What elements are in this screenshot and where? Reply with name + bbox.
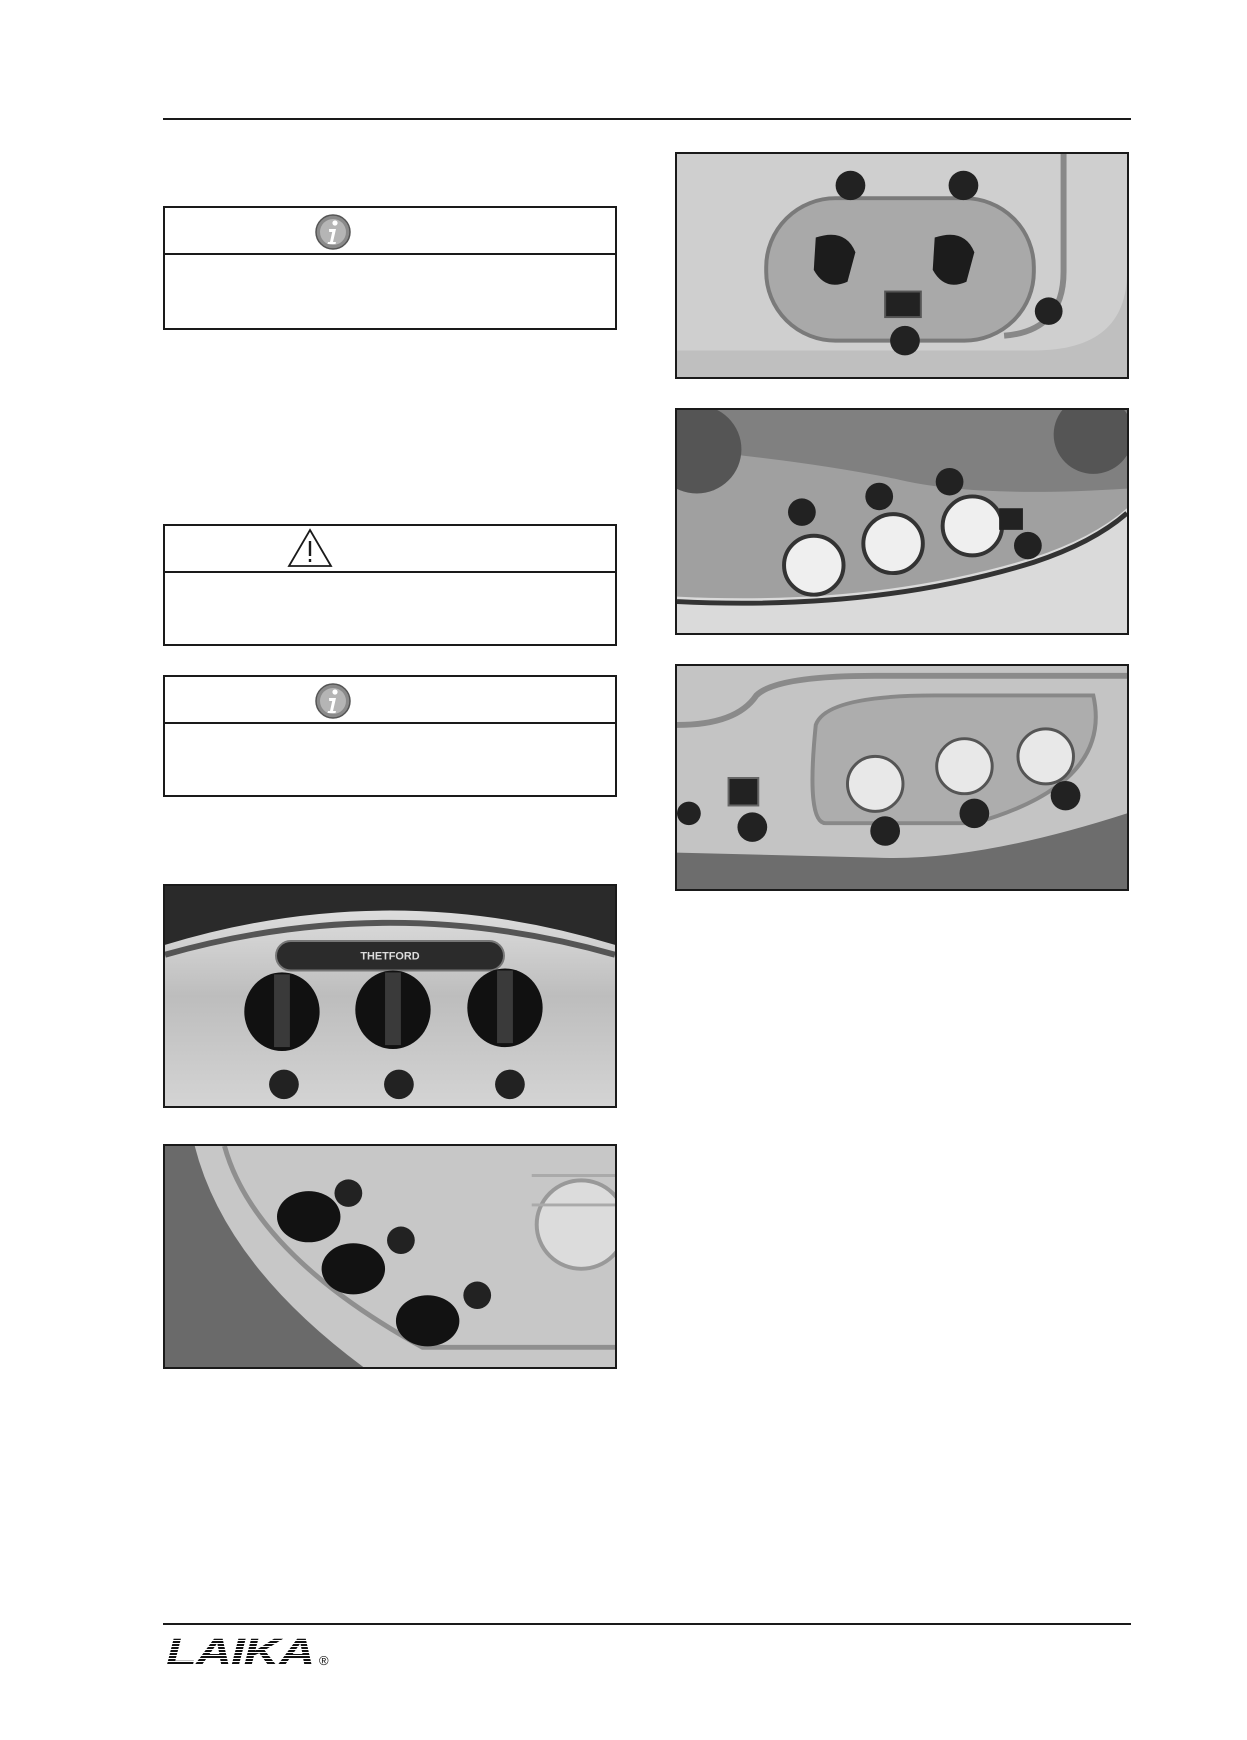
two-burner-hob-photo: [675, 152, 1129, 379]
warning-notice-box: [163, 524, 617, 646]
header-rule: [163, 118, 1131, 120]
thetford-hob-photo: [163, 884, 617, 1108]
warning-notice-header: [165, 526, 615, 573]
brand-plate-text: THETFORD: [360, 950, 420, 963]
info-icon: [313, 683, 353, 719]
info-notice-box: [163, 206, 617, 330]
registered-mark: ®: [319, 1653, 329, 1668]
footer-rule: [163, 1623, 1131, 1625]
info-notice-header: [165, 677, 615, 724]
angled-hob-photo: [163, 1144, 617, 1369]
info-notice-header: [165, 208, 615, 255]
info-notice-box: [163, 675, 617, 797]
three-burner-stainless-photo: [675, 664, 1129, 891]
laika-logo: [166, 1632, 341, 1672]
warning-triangle-icon: [287, 528, 333, 568]
info-icon: [313, 214, 353, 250]
laika-logo-text: LAIKA: [166, 1632, 314, 1672]
three-burner-hob-photo: [675, 408, 1129, 635]
